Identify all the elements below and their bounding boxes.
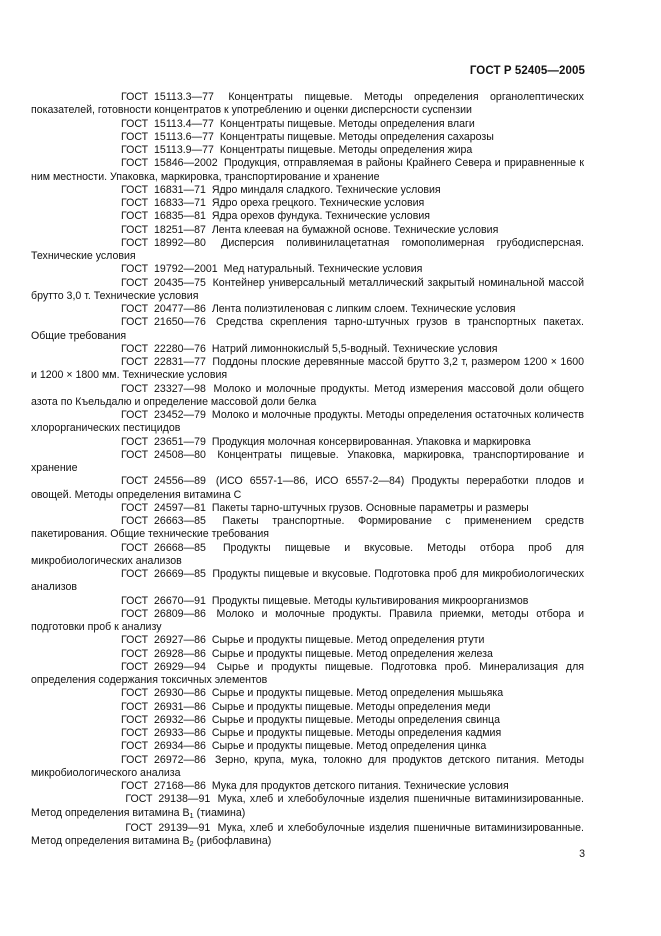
reference-title: Ядро миндаля сладкого. Технические условия [211, 183, 441, 196]
reference-item [31, 184, 584, 197]
reference-code: ГОСТ 24556—89 [121, 475, 206, 488]
reference-item [31, 277, 584, 304]
reference-title: Концентраты пищевые. Методы определения органолептических показателей, готовности концентратов к употреблению и оценки дисперсности суспензии [31, 91, 584, 117]
reference-item [31, 648, 584, 661]
reference-subscript: 1 [189, 810, 194, 820]
reference-item [31, 436, 584, 449]
reference-title: Мед натуральный. Технические условия [223, 263, 423, 276]
reference-code: ГОСТ 26929—94 [121, 660, 206, 673]
reference-code: ГОСТ 26670—91 [121, 594, 206, 607]
reference-title: Пакеты транспортные. Формирование с применением средств пакетирования. Общие технические требования [31, 515, 584, 541]
reference-title: Сырье и продукты пищевые. Методы определения кадмия [211, 727, 502, 739]
reference-code: ГОСТ 24508—80 [121, 448, 206, 461]
reference-code: ГОСТ 26933—86 [121, 727, 206, 739]
reference-title: Продукция, отправляемая в районы Крайнего Севера и приравненные к ним местности. Упаковка, маркировка, транспортирование и хранение [31, 157, 584, 183]
reference-title: Поддоны плоские деревянные массой брутто 3,2 т, размером 1200 × 1600 и 1200 × 1800 мм. Технические условия [31, 356, 584, 382]
reference-code: ГОСТ 22280—76 [121, 342, 206, 355]
reference-title: Сырье и продукты пищевые. Метод определения цинка [211, 740, 487, 753]
reference-title: Лента клеевая на бумажной основе. Технические условия [211, 223, 499, 236]
reference-title: Сырье и продукты пищевые. Методы определения свинца [211, 713, 500, 726]
reference-item [31, 409, 584, 436]
reference-code: ГОСТ 26809—86 [121, 607, 206, 620]
page-number: 3 [579, 848, 585, 860]
reference-tail: (тиамина) [193, 806, 246, 819]
reference-title: Молоко и молочные продукты. Правила приемки, методы отбора и подготовки проб к анализу [31, 607, 584, 633]
reference-item [31, 608, 584, 635]
reference-item [31, 542, 584, 569]
reference-title: Зерно, крупа, мука, толокно для продуктов детского питания. Методы микробиологического анализа [31, 753, 584, 779]
reference-code: ГОСТ 26928—86 [121, 647, 206, 660]
reference-title: Ядра орехов фундука. Технические условия [211, 210, 430, 223]
reference-title: Продукты пищевые и вкусовые. Подготовка проб для микробиологических анализов [31, 568, 584, 594]
reference-code: ГОСТ 26972—86 [121, 753, 206, 766]
reference-code: ГОСТ 26931—86 [121, 700, 206, 713]
reference-title: Сырье и продукты пищевые. Методы определения меди [211, 700, 491, 713]
reference-title: Концентраты пищевые. Методы определения сахарозы [219, 130, 494, 143]
reference-item [31, 131, 584, 144]
reference-item [31, 316, 584, 343]
reference-item [31, 475, 584, 502]
reference-item [31, 568, 584, 595]
reference-title: Пакеты тарно-штучных грузов. Основные параметры и размеры [211, 501, 529, 514]
reference-item [31, 91, 584, 118]
reference-title: Мука, хлеб и хлебобулочные изделия пшеничные витаминизированные. Метод определения витамина B [31, 793, 584, 819]
reference-item [31, 727, 584, 740]
reference-item [31, 157, 584, 184]
reference-code: ГОСТ 19792—2001 [121, 263, 218, 276]
reference-title: (ИСО 6557-1—86, ИСО 6557-2—84) Продукты переработки плодов и овощей. Методы определения витамина С [31, 475, 584, 501]
reference-code: ГОСТ 29139—91 [125, 821, 211, 834]
reference-code: ГОСТ 15113.9—77 [121, 144, 214, 156]
reference-code: ГОСТ 26668—85 [121, 541, 206, 554]
reference-title: Концентраты пищевые. Методы определения влаги [219, 117, 475, 130]
reference-code: ГОСТ 16833—71 [121, 197, 206, 209]
reference-subscript: 2 [189, 839, 194, 848]
reference-title: Средства скрепления тарно-штучных грузов в транспортных пакетах. Общие требования [31, 316, 584, 342]
reference-code: ГОСТ 23651—79 [121, 435, 206, 448]
reference-item [31, 595, 584, 608]
reference-code: ГОСТ 15846—2002 [121, 157, 218, 170]
reference-code: ГОСТ 26927—86 [121, 634, 206, 647]
reference-code: ГОСТ 15113.3—77 [121, 91, 214, 103]
reference-item [31, 356, 584, 383]
reference-item [31, 263, 584, 276]
reference-item [31, 515, 584, 542]
reference-title: Продукты пищевые и вкусовые. Методы отбора проб для микробиологических анализов [31, 541, 584, 567]
reference-title: Дисперсия поливинилацетатная гомополимерная грубодисперсная. Технические условия [31, 236, 584, 262]
reference-item [31, 661, 584, 688]
reference-code: ГОСТ 24597—81 [121, 501, 206, 514]
reference-item [31, 343, 584, 356]
reference-code: ГОСТ 15113.6—77 [121, 130, 214, 143]
reference-title: Лента полиэтиленовая с липким слоем. Технические условия [211, 303, 516, 315]
reference-title: Сырье и продукты пищевые. Метод определения мышьяка [211, 687, 504, 700]
reference-code: ГОСТ 26934—86 [121, 740, 206, 753]
normative-references-list [31, 91, 584, 850]
reference-code: ГОСТ 23327—98 [121, 382, 206, 395]
reference-item [31, 118, 584, 131]
reference-code: ГОСТ 20435—75 [121, 276, 206, 289]
reference-item [31, 714, 584, 727]
reference-title: Мука для продуктов детского питания. Технические условия [211, 780, 509, 792]
reference-item [31, 237, 584, 264]
reference-title: Концентраты пищевые. Методы определения жира [219, 144, 473, 156]
document-id: ГОСТ Р 52405—2005 [469, 65, 585, 77]
reference-title: Ядро ореха грецкого. Технические условия [211, 197, 425, 209]
reference-item [31, 449, 584, 476]
reference-code: ГОСТ 29138—91 [125, 793, 211, 806]
reference-title: Продукты пищевые. Методы культивирования микроорганизмов [211, 594, 529, 607]
reference-item [31, 197, 584, 210]
reference-code: ГОСТ 26663—85 [121, 515, 206, 527]
reference-item [31, 224, 584, 237]
reference-item [31, 822, 584, 851]
reference-code: ГОСТ 26669—85 [121, 568, 206, 580]
reference-code: ГОСТ 21650—76 [121, 316, 206, 329]
reference-title: Концентраты пищевые. Упаковка, маркировка, транспортирование и хранение [31, 448, 584, 474]
reference-code: ГОСТ 18992—80 [121, 236, 206, 249]
reference-title: Молоко и молочные продукты. Метод измерения массовой доли общего азота по Къельдалю и определение массовой доли белка [31, 382, 584, 408]
reference-item [31, 793, 584, 822]
reference-code: ГОСТ 27168—86 [121, 780, 206, 792]
reference-item [31, 701, 584, 714]
reference-item [31, 740, 584, 753]
reference-item [31, 383, 584, 410]
reference-tail: (рибофлавина) [193, 835, 272, 847]
reference-code: ГОСТ 26930—86 [121, 687, 206, 700]
reference-item [31, 144, 584, 157]
reference-item [31, 687, 584, 700]
reference-title: Продукция молочная консервированная. Упаковка и маркировка [211, 435, 531, 448]
reference-item [31, 210, 584, 223]
reference-code: ГОСТ 26932—86 [121, 713, 206, 726]
reference-item [31, 634, 584, 647]
reference-code: ГОСТ 22831—77 [121, 356, 206, 368]
reference-item [31, 754, 584, 781]
reference-code: ГОСТ 15113.4—77 [121, 117, 214, 130]
reference-title: Молоко и молочные продукты. Методы определения остаточных количеств хлорорганических пестицидов [31, 409, 584, 435]
reference-title: Контейнер универсальный металлический закрытый номинальной массой брутто 3,0 т. Технические условия [31, 276, 584, 302]
reference-item [31, 303, 584, 316]
reference-title: Сырье и продукты пищевые. Метод определения ртути [211, 634, 485, 647]
reference-code: ГОСТ 16831—71 [121, 183, 206, 196]
reference-title: Сырье и продукты пищевые. Подготовка проб. Минерализация для определения содержания токсичных элементов [31, 660, 584, 686]
reference-title: Сырье и продукты пищевые. Метод определения железа [211, 647, 493, 660]
reference-title: Мука, хлеб и хлебобулочные изделия пшеничные витаминизированные. Метод определения витамина B [31, 821, 584, 847]
reference-code: ГОСТ 16835—81 [121, 210, 206, 223]
reference-code: ГОСТ 23452—79 [121, 409, 206, 421]
reference-item [31, 502, 584, 515]
reference-title: Натрий лимоннокислый 5,5-водный. Технические условия [211, 342, 498, 355]
reference-code: ГОСТ 18251—87 [121, 223, 206, 236]
reference-item [31, 780, 584, 793]
reference-code: ГОСТ 20477—86 [121, 303, 206, 315]
